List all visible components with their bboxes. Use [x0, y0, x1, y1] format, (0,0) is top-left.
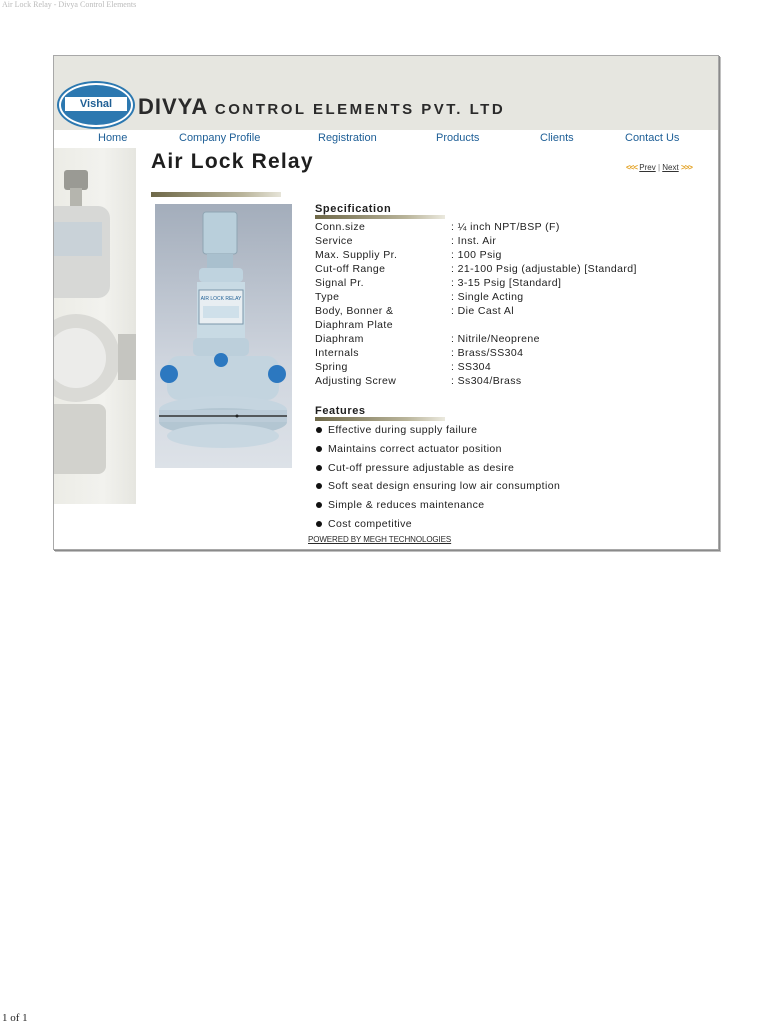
spec-value: : SS304 [451, 361, 492, 373]
feature-item [315, 518, 412, 530]
pager-separator: | [657, 163, 661, 172]
spec-label: Spring [315, 361, 348, 373]
spec-label: Signal Pr. [315, 277, 364, 289]
bullet-icon [316, 446, 322, 452]
feature-text: Cut-off pressure adjustable as desire [328, 462, 515, 474]
bullet-icon [316, 427, 322, 433]
spec-value: : Ss304/Brass [451, 375, 522, 387]
bullet-icon [316, 483, 322, 489]
spec-label: Internals [315, 347, 359, 359]
nav-company-profile[interactable]: Company Profile [179, 132, 261, 144]
side-decoration-image [54, 148, 136, 504]
nav-registration[interactable]: Registration [318, 132, 377, 144]
company-name-prefix: DIVYA [138, 94, 209, 119]
spec-row [315, 249, 715, 263]
spec-value: : 3-15 Psig [Standard] [451, 277, 562, 289]
spec-row [315, 221, 715, 235]
prev-arrows-icon: <<< [626, 163, 638, 172]
spec-row [315, 347, 715, 361]
spec-row [315, 235, 715, 249]
spec-label: Cut-off Range [315, 263, 386, 275]
vishal-logo[interactable] [59, 83, 133, 127]
nav-contact-us[interactable]: Contact Us [625, 132, 680, 144]
filter-regulator-illustration [54, 148, 136, 504]
spec-label: Service [315, 235, 353, 247]
feature-item [315, 480, 560, 492]
bullet-icon [316, 465, 322, 471]
nav-clients[interactable]: Clients [540, 132, 574, 144]
feature-text: Cost competitive [328, 518, 413, 530]
feature-item [315, 462, 514, 474]
powered-by-link[interactable]: POWERED BY MEGH TECHNOLOGIES [308, 535, 452, 544]
nav-home[interactable]: Home [98, 132, 128, 144]
spec-row [315, 333, 715, 347]
spec-label: Conn.size [315, 221, 366, 233]
features-heading: Features [315, 405, 366, 417]
spec-value: : Nitrile/Neoprene [451, 333, 540, 345]
spec-value: : 21-100 Psig (adjustable) [Standard] [451, 263, 637, 275]
spec-label: Body, Bonner & [315, 305, 394, 317]
spec-value: : ¼ inch NPT/BSP (F) [451, 221, 560, 233]
spec-row [315, 263, 715, 277]
spec-label: Diaphram Plate [315, 319, 393, 331]
feature-text: Maintains correct actuator position [328, 443, 502, 455]
spec-label: Type [315, 291, 340, 303]
product-photo [155, 204, 292, 468]
prev-link[interactable]: Prev [639, 163, 656, 172]
spec-label: Diaphram [315, 333, 364, 345]
nav-products[interactable]: Products [436, 132, 480, 144]
spec-label: Adjusting Screw [315, 375, 397, 387]
feature-item [315, 443, 502, 455]
company-name [138, 94, 505, 120]
print-page-count: 1 of 1 [2, 1012, 28, 1024]
spec-row [315, 375, 715, 389]
spec-row [315, 305, 715, 319]
main-nav [54, 130, 718, 148]
spec-value: : Inst. Air [451, 235, 497, 247]
feature-text: Effective during supply failure [328, 424, 478, 436]
feature-item [315, 424, 477, 436]
print-header: Air Lock Relay - Divya Control Elements [2, 0, 137, 9]
bullet-icon [316, 521, 322, 527]
photo-label: AIR LOCK RELAY [200, 296, 242, 302]
feature-text: Soft seat design ensuring low air consumption [328, 480, 561, 492]
page-frame [53, 55, 719, 550]
company-name-rest: CONTROL ELEMENTS PVT. LTD [208, 101, 506, 118]
spec-row [315, 361, 715, 375]
spec-value: : 100 Psig [451, 249, 502, 261]
spec-value: : Brass/SS304 [451, 347, 524, 359]
header-banner [54, 56, 718, 130]
spec-row [315, 277, 715, 291]
spec-row [315, 291, 715, 305]
page-title: Air Lock Relay [151, 150, 314, 173]
next-link[interactable]: Next [662, 163, 679, 172]
logo-text: Vishal [65, 97, 127, 111]
title-underline [151, 192, 281, 197]
air-lock-relay-illustration [155, 204, 292, 468]
spec-value: : Die Cast Al [451, 305, 514, 317]
next-arrows-icon: >>> [680, 163, 692, 172]
specification-underline [315, 215, 445, 219]
feature-item [315, 499, 485, 511]
feature-text: Simple & reduces maintenance [328, 499, 485, 511]
spec-value: : Single Acting [451, 291, 524, 303]
features-underline [315, 417, 445, 421]
pager [626, 163, 692, 172]
specification-heading: Specification [315, 203, 392, 215]
bullet-icon [316, 502, 322, 508]
spec-label: Max. Suppliy Pr. [315, 249, 398, 261]
spec-row [315, 319, 715, 333]
